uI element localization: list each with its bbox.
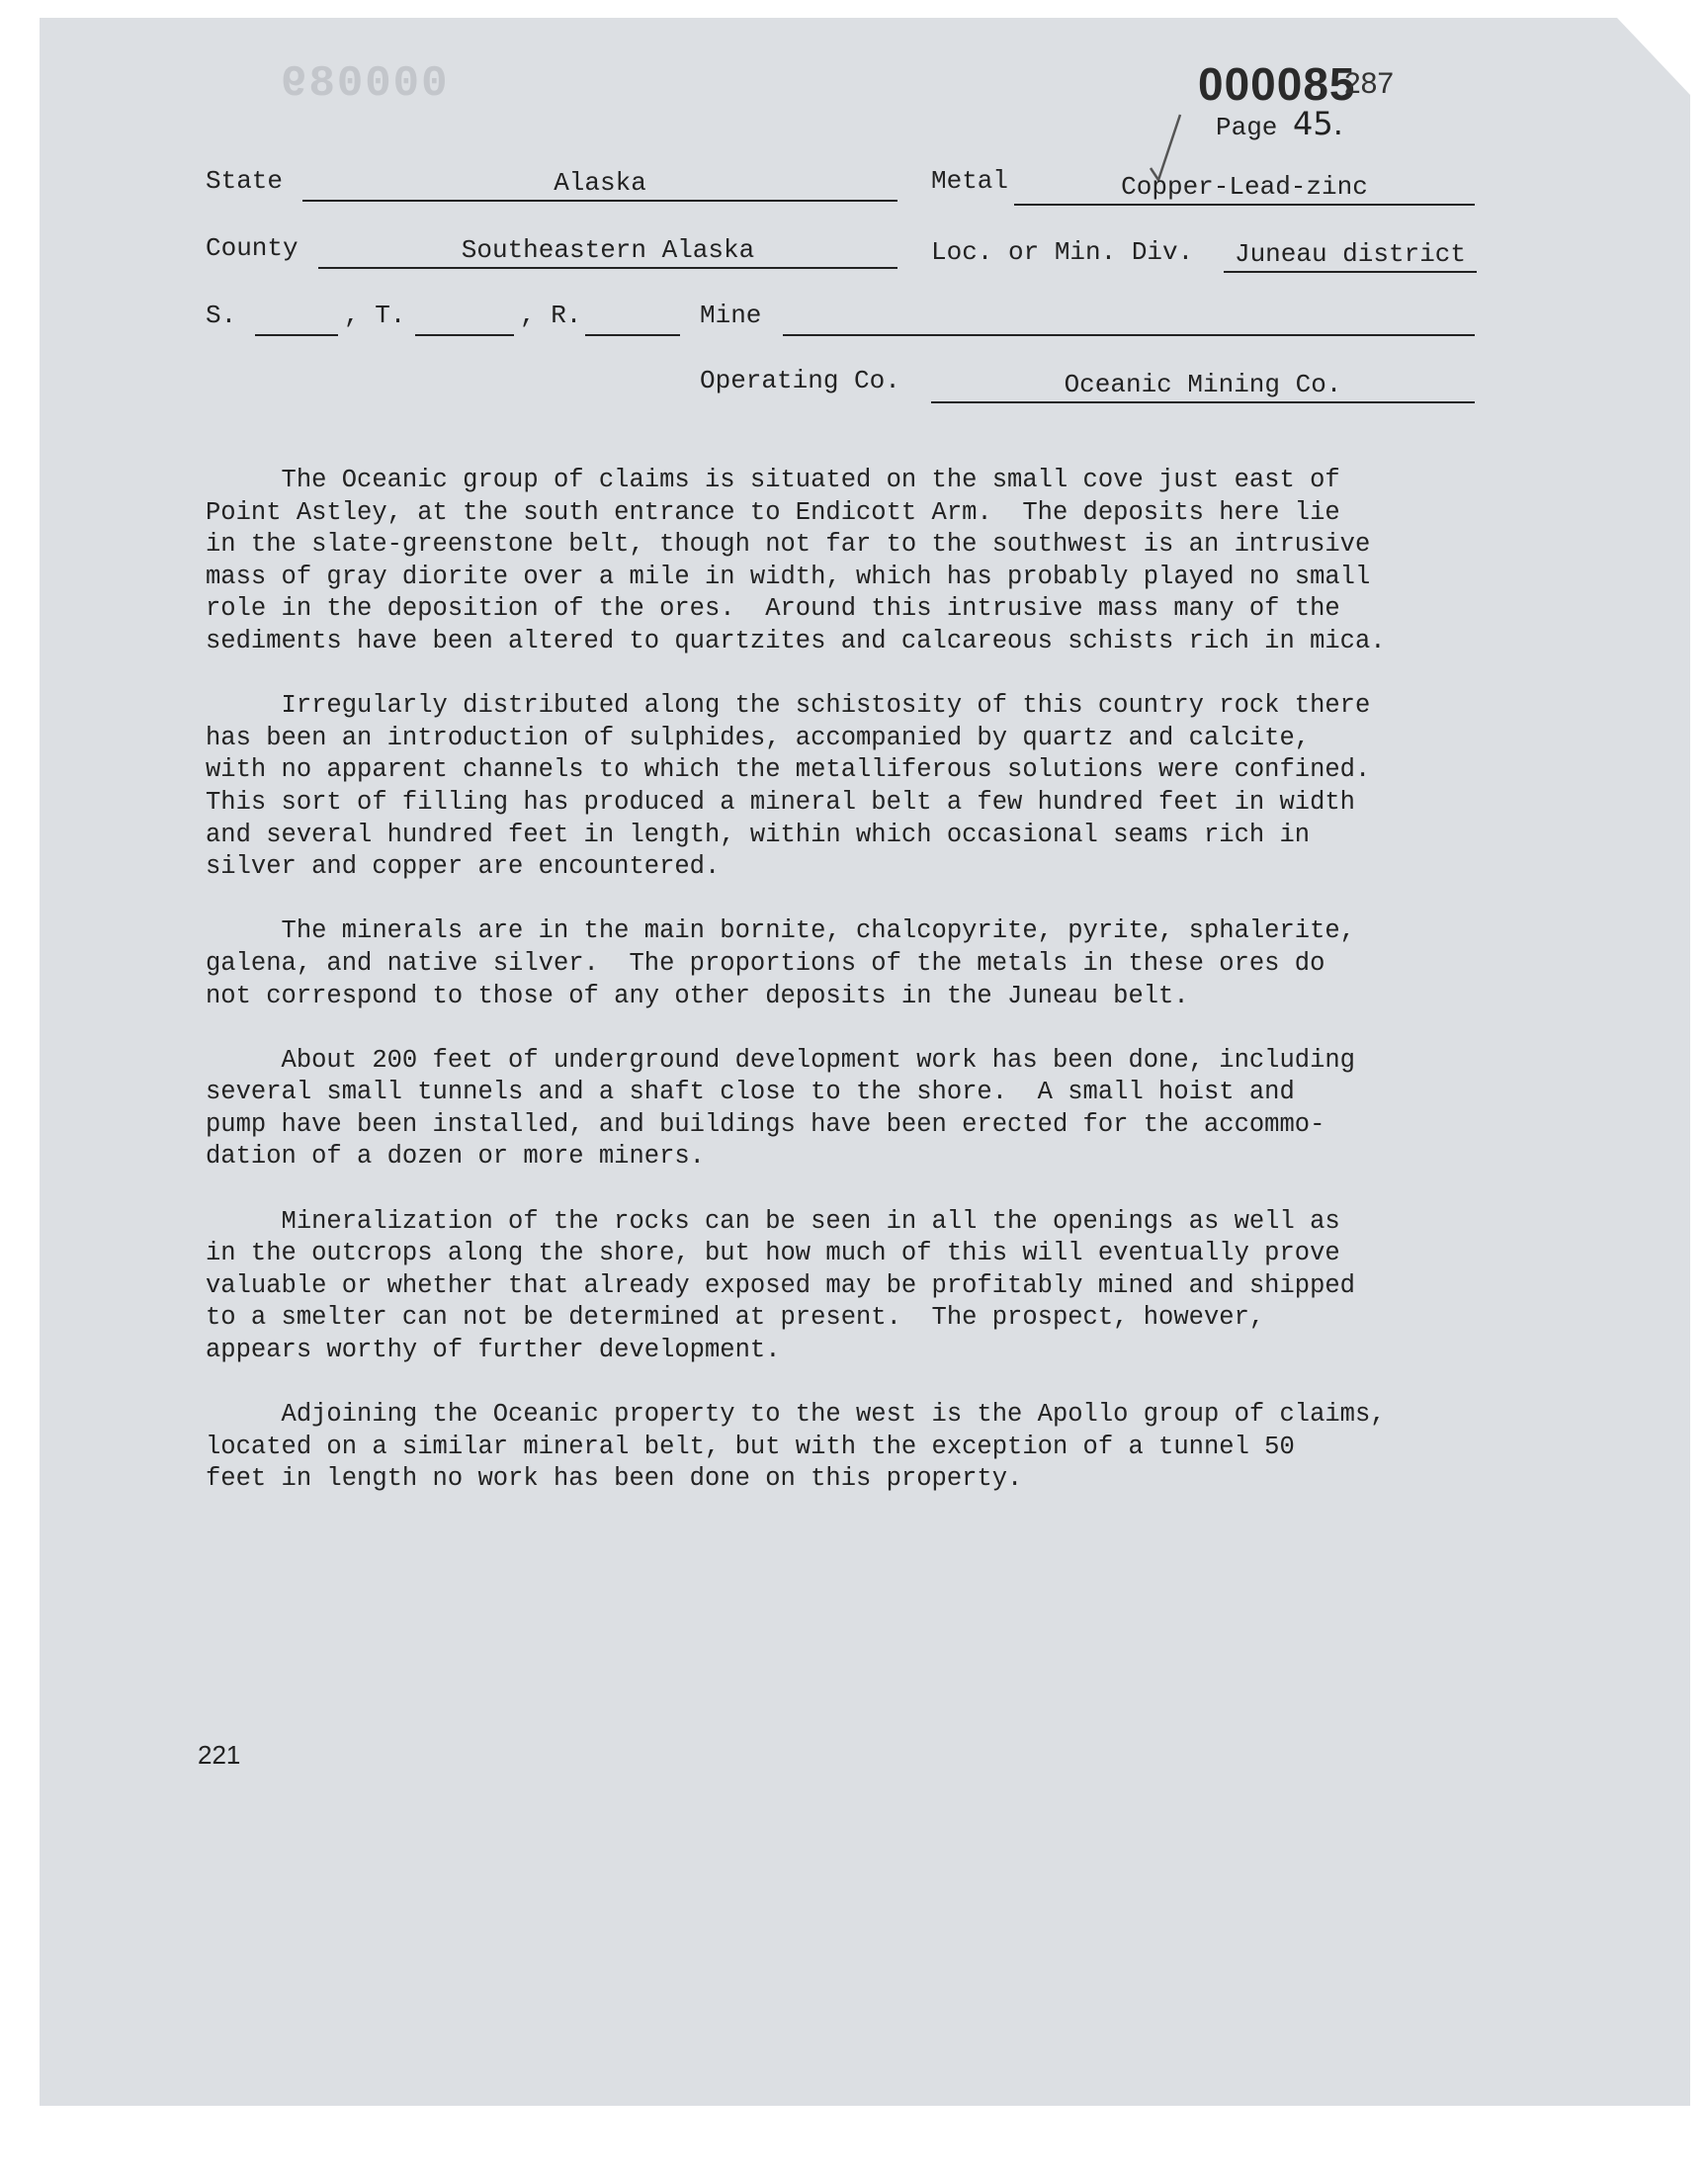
- paragraph-1: The Oceanic group of claims is situated on the small cove just east of Point Astley, at the south entrance to Endicott Arm. The deposits here lie in the slate-greenstone belt, though not far to the southwest is an intrusive mass of gray diorite over a mile in width, which has probably played no small role in the deposition of the ores. Around this intrusive mass many of the sediments have been altered to quartzites and calcareous schists rich in mica.: [206, 466, 1386, 655]
- county-field: Southeastern Alaska: [318, 233, 897, 269]
- mine-label: Mine: [700, 301, 762, 330]
- township-field: [415, 301, 514, 336]
- section-label: S.: [206, 301, 237, 330]
- state-label: State: [206, 166, 284, 196]
- paragraph-6: Adjoining the Oceanic property to the west is the Apollo group of claims, located on a similar mineral belt, but with the exception of a tunnel 50 feet in length no work has been done on this property.: [206, 1400, 1386, 1494]
- township-label: , T.: [344, 301, 406, 330]
- paragraph-4: About 200 feet of underground development work has been done, including several small tunnels and a shaft close to the shore. A small hoist and pump have been installed, and buildings have been erected for the accommo- dation of a dozen or more miners.: [206, 1045, 1355, 1172]
- operating-company-field: Oceanic Mining Co.: [931, 368, 1475, 403]
- location-label: Loc. or Min. Div.: [931, 237, 1194, 267]
- page-reference: [1216, 105, 1343, 142]
- county-label: County: [206, 233, 299, 263]
- page-number: 45.: [1293, 105, 1343, 142]
- section-field: [255, 301, 338, 336]
- range-field: [585, 301, 680, 336]
- metal-field: Copper-Lead-zinc: [1014, 170, 1475, 206]
- metal-label: Metal: [931, 166, 1009, 196]
- paragraph-5: Mineralization of the rocks can be seen in all the openings as well as in the outcrops along the shore, but how much of this will eventually prove valuable or whether that already exposed may be profitably mined and shipped to a smelter can not be determined at present. The prospect, however, appears worthy of further development.: [206, 1206, 1355, 1365]
- range-label: , R.: [520, 301, 582, 330]
- location-field: Juneau district: [1224, 237, 1477, 273]
- faint-stamp-number: 000089: [279, 59, 448, 109]
- state-field: Alaska: [302, 166, 897, 202]
- mine-field: [783, 301, 1475, 336]
- stamp-number: 000085: [1198, 58, 1356, 110]
- footer-page-number: 221: [198, 1740, 241, 1770]
- operating-company-label: Operating Co.: [700, 366, 900, 395]
- paragraph-2: Irregularly distributed along the schistosity of this country rock there has been an introduction of sulphides, accompanied by quartz and calcite, with no apparent channels to which the metalliferous solutions were confined. This sort of filling has produced a mineral belt a few hundred feet in width and several hundred feet in length, within which occasional seams rich in silver and copper are encountered.: [206, 691, 1371, 882]
- page-label: Page: [1216, 113, 1278, 142]
- paragraph-3: The minerals are in the main bornite, chalcopyrite, pyrite, sphalerite, galena, and native silver. The proportions of the metals in these ores do not correspond to those of any other deposits in the Juneau belt.: [206, 916, 1355, 1010]
- bulletin-number: 287: [1344, 67, 1395, 100]
- report-body: [206, 465, 1491, 1528]
